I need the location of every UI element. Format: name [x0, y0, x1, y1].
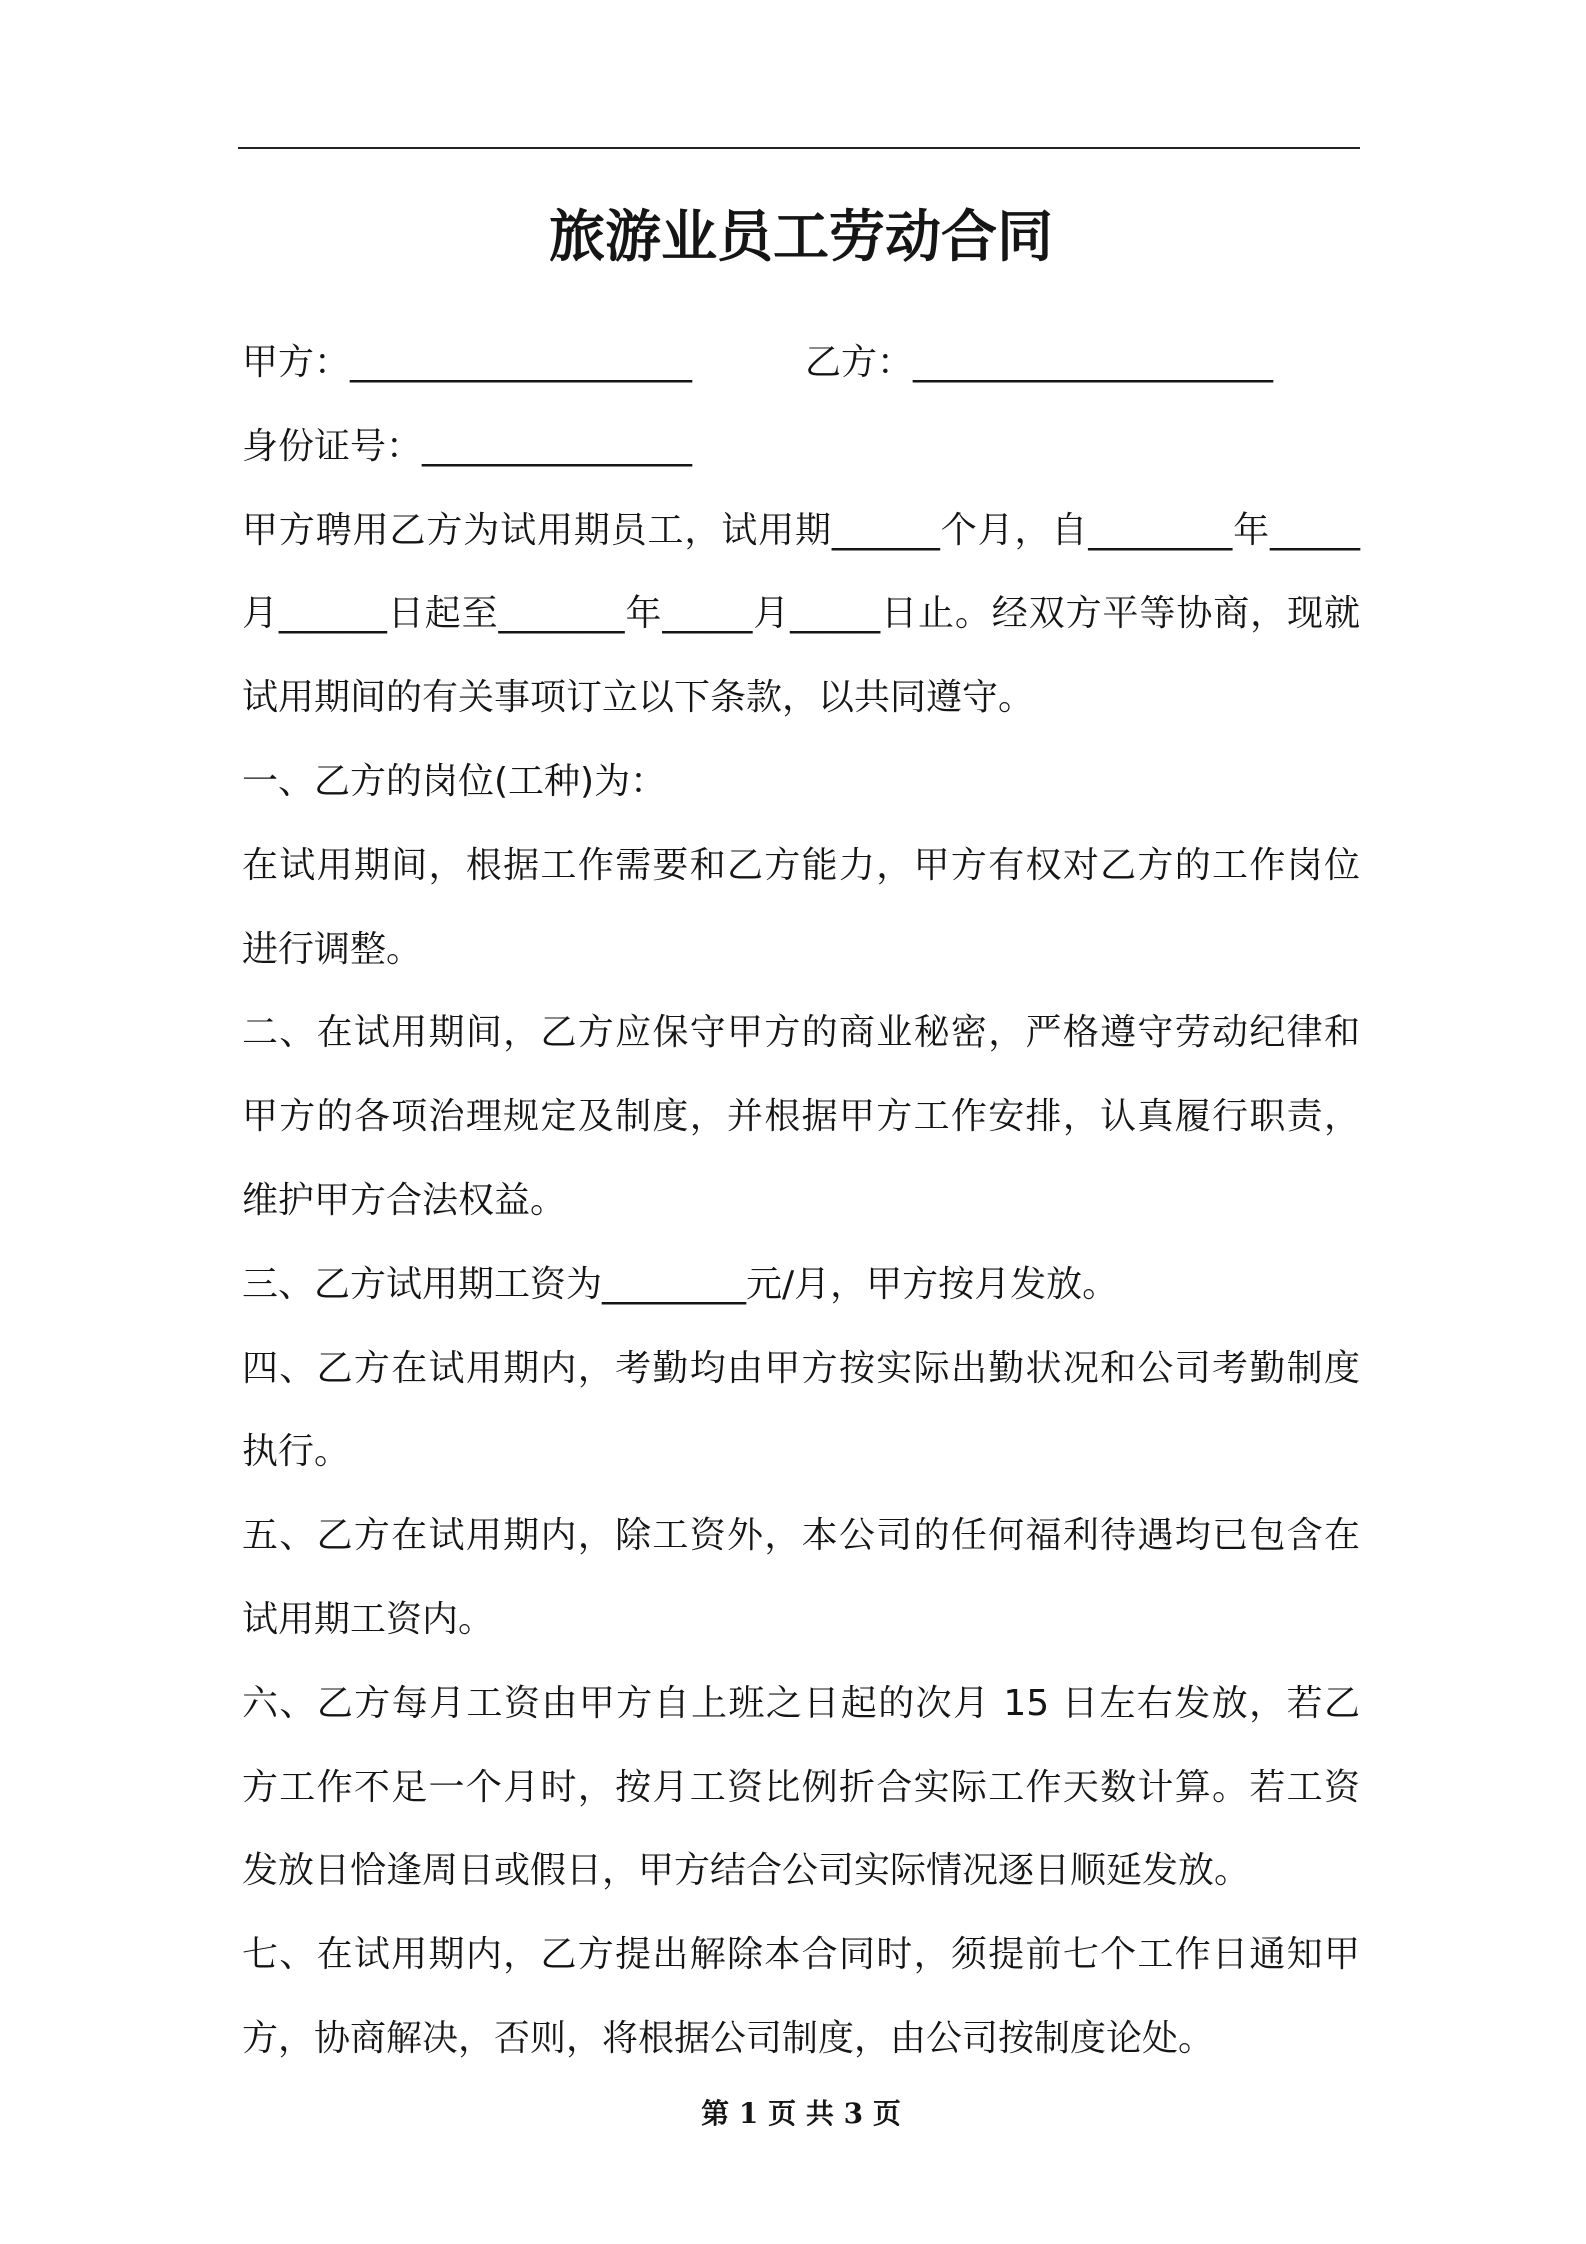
- paragraph-line: 六、乙方每月工资由甲方自上班之日起的次月 15 日左右发放，若乙: [242, 1682, 1360, 1724]
- clause-3: [242, 1243, 1360, 1327]
- clause-4: [242, 1327, 1360, 1495]
- paragraph-line: 二、在试用期间，乙方应保守甲方的商业秘密，严格遵守劳动纪律和: [242, 1012, 1360, 1054]
- document-title: 旅游业员工劳动合同: [549, 205, 1053, 270]
- document-body: [242, 321, 1360, 2081]
- paragraph-line: 七、在试用期内，乙方提出解除本合同时，须提前七个工作日通知甲: [242, 1934, 1360, 1976]
- page-number-footer: 第 1 页 共 3 页: [701, 2097, 901, 2130]
- party-b-label: 乙方：: [805, 342, 914, 383]
- paragraph-line: 五、乙方在试用期内，除工资外，本公司的任何福利待遇均已包含在: [242, 1515, 1360, 1557]
- clause-5: [242, 1494, 1360, 1662]
- party-a-blank: ___________________: [350, 342, 693, 383]
- paragraph-line: 发放日恰逢周日或假日，甲方结合公司实际情况逐日顺延发放。: [242, 1850, 1251, 1892]
- party-a-field: [242, 321, 692, 405]
- clause-7: [242, 1913, 1360, 2081]
- id-number-row: [242, 405, 1360, 489]
- clause-1-body: [242, 824, 1360, 992]
- clause-1-heading: [242, 740, 1360, 824]
- paragraph-line: 甲方的各项治理规定及制度，并根据甲方工作安排，认真履行职责，: [242, 1096, 1360, 1138]
- id-number-field: [242, 405, 692, 489]
- parties-row: [242, 321, 1360, 405]
- id-number-label: 身份证号：: [242, 425, 423, 467]
- paragraph-line: 在试用期间，根据工作需要和乙方能力，甲方有权对乙方的工作岗位: [242, 844, 1360, 886]
- paragraph-line: 方工作不足一个月时，按月工资比例折合实际工作天数计算。若工资: [242, 1766, 1360, 1808]
- party-b-field: [805, 321, 1273, 405]
- paragraph-line: 进行调整。: [242, 928, 423, 970]
- paragraph-line: 方，协商解决，否则，将根据公司制度，由公司按制度论处。: [242, 2017, 1215, 2059]
- paragraph-line: 月______日起至_______年_____月_____日止。经双方平等协商，现就: [242, 593, 1360, 635]
- paragraph-line: 四、乙方在试用期内，考勤均由甲方按实际出勤状况和公司考勤制度: [242, 1347, 1360, 1389]
- paragraph-line: 试用期工资内。: [242, 1598, 495, 1640]
- clause-6: [242, 1662, 1360, 1913]
- header-rule: [238, 147, 1360, 149]
- paragraph-line: 一、乙方的岗位(工种)为：: [242, 760, 667, 802]
- party-a-label: 甲方：: [242, 342, 351, 383]
- clause-2: [242, 991, 1360, 1242]
- id-number-blank: _______________: [422, 425, 693, 467]
- paragraph-line: 甲方聘用乙方为试用期员工，试用期______个月，自________年_____: [242, 509, 1360, 551]
- paragraph-line: 三、乙方试用期工资为________元/月，甲方按月发放。: [242, 1263, 1119, 1305]
- party-b-blank: ____________________: [913, 342, 1274, 383]
- paragraph-line: 维护甲方合法权益。: [242, 1179, 567, 1221]
- paragraph-line: 试用期间的有关事项订立以下条款，以共同遵守。: [242, 677, 1035, 719]
- intro-paragraph: [242, 489, 1360, 740]
- paragraph-line: 执行。: [242, 1431, 351, 1473]
